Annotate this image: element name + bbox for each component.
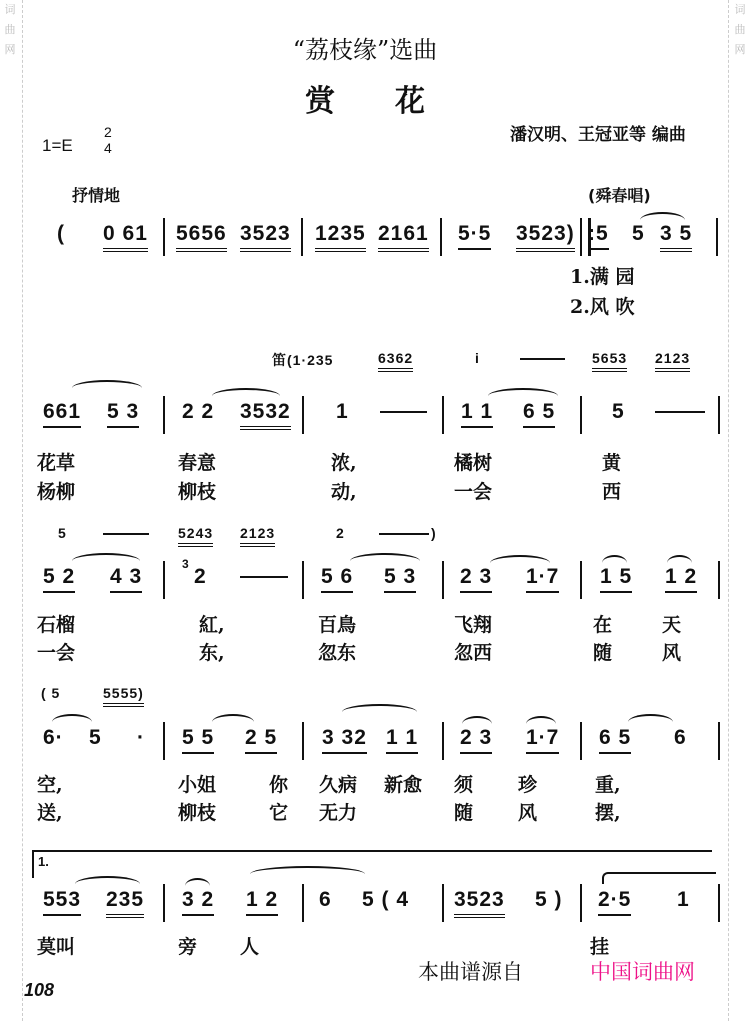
barline — [442, 396, 444, 434]
note-group: 6362 — [378, 350, 413, 372]
lyric: 东, — [199, 642, 225, 664]
slur — [72, 380, 142, 396]
barline — [163, 722, 165, 760]
barline — [718, 884, 720, 922]
note-group: 3523) — [516, 222, 575, 252]
lyric: 百鳥 — [318, 614, 357, 636]
source-site-link[interactable]: 中国词曲网 — [590, 960, 695, 984]
time-bottom: 4 — [104, 140, 112, 156]
lyric: 橘树 — [454, 452, 493, 474]
sustain-dash — [520, 358, 565, 360]
note-group: 5656 — [176, 222, 227, 252]
barline — [440, 218, 442, 256]
lyric: 须 — [454, 774, 474, 796]
lyric: 天 — [662, 614, 682, 636]
sustain-dash — [379, 533, 429, 535]
barline — [163, 561, 165, 599]
lyric: 花草 — [37, 452, 76, 474]
note-group: 1 1 — [461, 400, 493, 428]
lyric: 春意 — [178, 452, 217, 474]
barline — [302, 561, 304, 599]
slur — [250, 866, 365, 882]
note-group: ( — [57, 222, 65, 245]
grace-note: 3 — [182, 557, 190, 571]
note-group: :5 — [588, 222, 609, 250]
lyric: 重, — [595, 774, 621, 796]
lyric: 珍 — [518, 774, 538, 796]
note-group: 2161 — [378, 222, 429, 252]
note-group: 5·5 — [458, 222, 491, 250]
note-group: 5 ) — [535, 888, 563, 911]
barline — [718, 396, 720, 434]
lyric: 摆, — [595, 802, 621, 824]
sustain-dash — [240, 576, 288, 578]
lyric: 黄 — [602, 452, 622, 474]
slur — [628, 714, 673, 730]
watermark-right: 词 曲 网 — [734, 3, 746, 56]
lyric: 杨柳 — [37, 481, 76, 503]
lyric-verse-1: 1.满 园 — [570, 266, 635, 288]
note-group: 3523 — [240, 222, 291, 252]
note: 2 — [336, 525, 345, 541]
lyric: 风 — [518, 802, 538, 824]
barline — [442, 561, 444, 599]
staff-row-2 — [0, 400, 750, 440]
volta-bracket — [32, 850, 712, 852]
note-group: 3 2 — [182, 888, 214, 916]
barline — [302, 396, 304, 434]
staff-row-4 — [0, 726, 750, 766]
lyric: 随 — [454, 802, 474, 824]
lyric: 浓, — [331, 452, 357, 474]
slur — [640, 212, 685, 228]
lyric: 风 — [662, 642, 682, 664]
source-label: 本曲谱源自 — [418, 960, 523, 984]
note-group: 5 3 — [107, 400, 139, 428]
note: 6 — [674, 726, 687, 749]
note-group: 0 61 — [103, 222, 148, 252]
composer: 潘汉明、王冠亚等 编曲 — [510, 125, 686, 145]
lyric: 你 — [269, 774, 289, 796]
note-group: 5555) — [103, 685, 144, 707]
lyric: 随 — [593, 642, 613, 664]
note: 5 — [58, 525, 67, 541]
barline — [442, 722, 444, 760]
barline — [163, 884, 165, 922]
lyric: 它 — [269, 802, 289, 824]
lyric: 忽西 — [454, 642, 493, 664]
note-group: 3523 — [454, 888, 505, 918]
note-group: 1 2 — [246, 888, 278, 916]
lyric: 挂 — [590, 936, 610, 958]
slur — [602, 555, 627, 571]
barline — [718, 722, 720, 760]
note-group: 3 32 — [322, 726, 367, 754]
note-group: 3532 — [240, 400, 291, 430]
note-group: 1 2 — [665, 565, 697, 593]
note-group: 553 — [43, 888, 81, 916]
note-group: 5 ( 4 — [362, 888, 410, 911]
lyric: 久病 — [319, 774, 358, 796]
lyric: 一会 — [37, 642, 76, 664]
note-group: 1·7 — [526, 565, 559, 593]
note-group: 1·7 — [526, 726, 559, 754]
lyric: 忽东 — [318, 642, 357, 664]
note-group: 1235 — [315, 222, 366, 252]
note-group: 5 6 — [321, 565, 353, 593]
note-group: 5243 — [178, 525, 213, 547]
lyric: 小姐 — [178, 774, 217, 796]
sustain-dash — [380, 411, 427, 413]
note-group: 5 5 — [182, 726, 214, 754]
watermark-left: 词 曲 网 — [4, 3, 16, 56]
lyric: 飞翔 — [454, 614, 493, 636]
staff-row-3 — [0, 557, 750, 605]
note: 6· — [43, 726, 64, 749]
barline — [302, 884, 304, 922]
flute-part: 笛(1·235 — [272, 352, 334, 368]
dot: · — [137, 726, 145, 749]
lyric: 西 — [602, 481, 622, 503]
note-group: 2·5 — [598, 888, 631, 916]
note-group: 2123 — [240, 525, 275, 547]
lyric-verse-2: 2.风 吹 — [570, 296, 635, 318]
tempo-marking: 抒情地 — [72, 186, 121, 205]
barline — [716, 218, 718, 256]
note: ( 5 — [41, 685, 61, 701]
volta-bracket-edge — [32, 850, 34, 878]
margin-line-right — [728, 0, 729, 1021]
sustain-dash — [655, 411, 705, 413]
lyric: 无力 — [319, 802, 358, 824]
note-group: 3 5 — [660, 222, 692, 252]
note: 5 — [612, 400, 625, 423]
barline — [580, 884, 582, 922]
slur — [667, 555, 692, 571]
note-group: 661 — [43, 400, 81, 428]
lyric: 柳枝 — [178, 481, 217, 503]
note-group: 4 3 — [110, 565, 142, 593]
lyric: 在 — [593, 614, 613, 636]
barline — [163, 396, 165, 434]
margin-line-left — [22, 0, 23, 1021]
note: 2 — [194, 565, 207, 588]
close-paren: ) — [431, 525, 437, 541]
singer-label: (舜春唱) — [588, 186, 651, 205]
lyric: 一会 — [454, 481, 493, 503]
slur — [342, 704, 417, 720]
barline — [301, 218, 303, 256]
note-group: 2 5 — [245, 726, 277, 754]
note-group: 6 5 — [523, 400, 555, 428]
barline — [302, 722, 304, 760]
note-group: 1 1 — [386, 726, 418, 754]
note-group: 235 — [106, 888, 144, 918]
staff-row-1 — [0, 222, 750, 262]
lyric: 柳枝 — [178, 802, 217, 824]
note-group: 5 3 — [384, 565, 416, 593]
barline — [580, 561, 582, 599]
note-group: 2 3 — [460, 565, 492, 593]
note-group: 2123 — [655, 350, 690, 372]
note-group: 2 3 — [460, 726, 492, 754]
barline — [718, 561, 720, 599]
note-group: 5 — [632, 222, 645, 245]
volta-label: 1. — [38, 854, 49, 869]
barline — [580, 396, 582, 434]
note-group: 1 5 — [600, 565, 632, 593]
note-group: i — [475, 350, 480, 366]
lyric: 动, — [331, 481, 357, 503]
barline — [580, 722, 582, 760]
sustain-dash — [103, 533, 149, 535]
volta-bracket-2 — [602, 872, 716, 884]
page-number: 108 — [24, 980, 55, 1000]
note-group: 6 5 — [599, 726, 631, 754]
time-signature — [104, 124, 112, 156]
page-title: 赏 花 — [305, 84, 425, 119]
lyric: 空, — [37, 774, 63, 796]
time-top: 2 — [104, 124, 112, 140]
lyric: 旁 — [178, 936, 198, 958]
note: 5 — [89, 726, 102, 749]
subtitle: “荔枝缘”选曲 — [292, 36, 438, 64]
lyric: 人 — [240, 936, 260, 958]
note-group: 5 2 — [43, 565, 75, 593]
note-group: 2 2 — [182, 400, 215, 423]
barline — [163, 218, 165, 256]
note-group: 5653 — [592, 350, 627, 372]
lyric: 莫叫 — [37, 936, 76, 958]
barline — [442, 884, 444, 922]
note: 6 — [319, 888, 332, 911]
lyric: 紅, — [199, 614, 225, 636]
staff-row-5 — [0, 888, 750, 928]
note: 1 — [677, 888, 690, 911]
lyric: 新愈 — [384, 774, 423, 796]
lyric: 送, — [37, 802, 63, 824]
note: 1 — [336, 400, 349, 423]
lyric: 石榴 — [37, 614, 76, 636]
key-signature: 1=E — [42, 136, 73, 155]
